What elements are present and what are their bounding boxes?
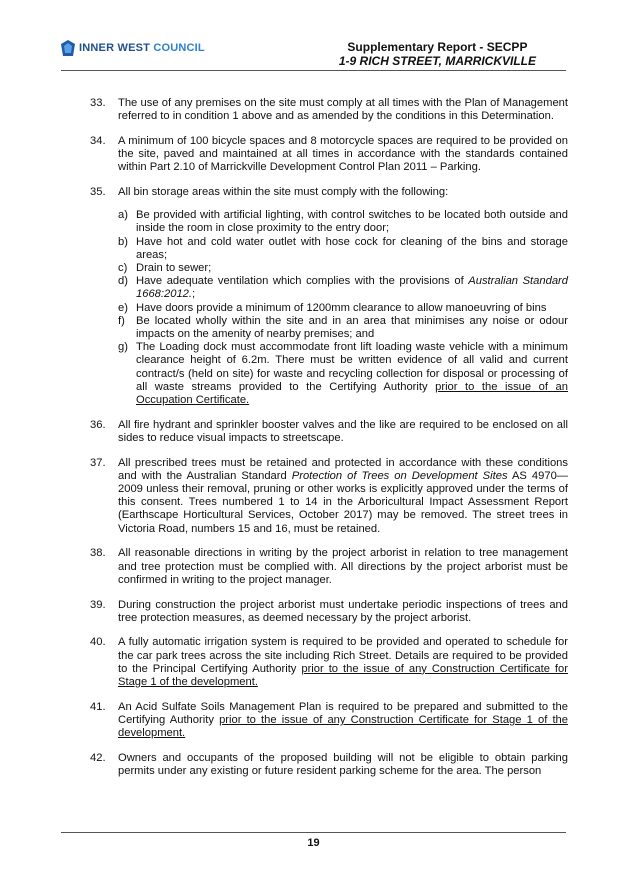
condition-text: Drain to sewer; [136, 262, 212, 275]
condition-number: 36. [90, 418, 106, 431]
sub-condition-text [136, 302, 568, 315]
sub-condition-item [118, 236, 568, 262]
condition-paragraph [118, 547, 568, 587]
conditions-list [90, 97, 568, 790]
header-divider [61, 70, 566, 71]
sub-condition-letter: a) [118, 209, 128, 222]
report-heading [339, 40, 536, 68]
condition-item [90, 457, 568, 536]
condition-text: A fully automatic irrigation system is required to be provided and operated to schedule for the car park trees across the site including Rich Street. Details are required to be provided to the Principal Certifying Authority [118, 636, 568, 675]
condition-item [90, 186, 568, 407]
condition-paragraph [118, 457, 568, 536]
condition-text: The use of any premises on the site must comply at all times with the Plan of Management referred to in condition 1 above and as amended by the conditions in this Determination. [118, 97, 568, 123]
sub-condition-letter: c) [118, 262, 128, 275]
report-title: Supplementary Report - SECPP [347, 40, 528, 54]
condition-number: 42. [90, 751, 106, 764]
condition-text: Have adequate ventilation which complies with the provisions of [136, 275, 469, 288]
condition-item [90, 419, 568, 445]
condition-text: Be located wholly within the site and in an area that minimises any noise or odour impacts on the amenity of nearby premises; and [136, 314, 568, 341]
italic-reference: Australian Standard 1668:2012. [136, 275, 568, 301]
condition-item [90, 547, 568, 587]
sub-condition-item [118, 341, 568, 407]
sub-conditions [118, 209, 568, 407]
sub-condition-text [136, 275, 568, 301]
sub-condition-letter: f) [118, 314, 125, 327]
condition-item [90, 599, 568, 625]
condition-text: All fire hydrant and sprinkler booster valves and the like are required to be enclosed on all sides to reduce visual impacts to streetscape. [118, 418, 568, 444]
sub-condition-text [136, 315, 568, 341]
condition-item [90, 135, 568, 175]
sub-condition-text [136, 236, 568, 262]
condition-text: All prescribed trees must be retained and protected in accordance with these conditions and with the Australian Standard [118, 456, 568, 482]
sub-condition-text [136, 341, 568, 407]
sub-condition-item [118, 315, 568, 341]
footer-divider [61, 832, 566, 833]
council-logo [61, 40, 205, 56]
condition-item [90, 752, 568, 778]
page-header [0, 0, 627, 80]
condition-paragraph [118, 135, 568, 175]
condition-text: A minimum of 100 bicycle spaces and 8 motorcycle spaces are required to be provided on the site, paved and maintained at all times in accordance with the standards contained within Part 2.10 of Marrickville Development Control Plan 2011 – Parking. [118, 134, 568, 174]
underlined-timing: prior to the issue of any Construction Certificate for Stage 1 of the development. [118, 713, 569, 740]
condition-number: 38. [90, 547, 106, 560]
sub-condition-letter: g) [118, 341, 128, 354]
condition-paragraph [118, 97, 568, 123]
condition-text-end: ; [192, 288, 196, 301]
council-logo-icon [61, 40, 75, 56]
condition-number: 39. [90, 598, 106, 611]
condition-text-end: AS 4970—2009 unless their removal, pruning or other works is explicitly approved under the terms of this consent. Trees numbered 1 to 14 in the Arboricultural Impact Assessment Report (Earthscape Horticultural Services, October 2017) may be removed. The street trees in Victoria Road, numbers 15 and 16, must be retained. [118, 469, 568, 535]
underlined-timing: prior to the issue of any Construction Certificate for Stage 1 of the development. [118, 662, 568, 689]
logo-text-council: COUNCIL [153, 42, 205, 54]
condition-text: Have hot and cold water outlet with hose cock for cleaning of the bins and storage areas; [136, 235, 568, 261]
sub-condition-item [118, 302, 568, 315]
report-subtitle: 1-9 RICH STREET, MARRICKVILLE [338, 54, 536, 68]
condition-number: 40. [90, 636, 106, 649]
underlined-timing: prior to the issue of an Occupation Certificate. [136, 380, 568, 407]
condition-number: 41. [90, 700, 106, 713]
condition-text: Owners and occupants of the proposed building will not be eligible to obtain parking permits under any existing or future resident parking scheme for the area. The person [118, 751, 568, 778]
condition-text: The Loading dock must accommodate front lift loading waste vehicle with a minimum clearance height of 6.2m. There must be written evidence of all valid and current contract/s (held on site) for waste and recycling collection for disposal or processing of all waste streams provided to the Certifying Authority [136, 341, 568, 393]
sub-condition-text [136, 209, 568, 235]
sub-condition-letter: b) [118, 235, 128, 248]
sub-condition-letter: e) [118, 301, 128, 314]
condition-paragraph [118, 186, 568, 199]
sub-condition-letter: d) [118, 275, 128, 288]
condition-paragraph [118, 599, 568, 625]
sub-condition-text [136, 262, 568, 275]
condition-paragraph [118, 701, 568, 741]
condition-number: 34. [90, 134, 106, 147]
condition-paragraph [118, 752, 568, 778]
sub-condition-item [118, 262, 568, 275]
condition-text: Be provided with artificial lighting, with control switches to be located both outside and inside the room in close proximity to the entry door; [136, 209, 568, 235]
condition-item [90, 97, 568, 123]
condition-text: All reasonable directions in writing by the project arborist in relation to tree management and tree protection must be complied with. All directions by the project arborist must be confirmed in writing to the project manager. [118, 547, 568, 586]
condition-number: 35. [90, 186, 106, 199]
page-number: 19 [307, 837, 320, 849]
condition-paragraph [118, 419, 568, 445]
condition-text: During construction the project arborist must undertake periodic inspections of trees and tree protection measures, as deemed necessary by the project arborist. [118, 598, 568, 624]
condition-text: Have doors provide a minimum of 1200mm clearance to allow manoeuvring of bins [136, 301, 547, 314]
condition-item [90, 701, 568, 741]
condition-item [90, 636, 568, 689]
condition-number: 33. [90, 97, 106, 109]
italic-reference: Protection of Trees on Development Sites [291, 469, 508, 482]
sub-condition-item [118, 275, 568, 301]
sub-condition-item [118, 209, 568, 235]
condition-text: All bin storage areas within the site must comply with the following: [118, 186, 449, 199]
condition-text: An Acid Sulfate Soils Management Plan is required to be prepared and submitted to the Certifying Authority [118, 700, 568, 726]
condition-number: 37. [90, 456, 106, 469]
condition-paragraph [118, 636, 568, 689]
logo-text-inner: INNER WEST [79, 42, 154, 54]
